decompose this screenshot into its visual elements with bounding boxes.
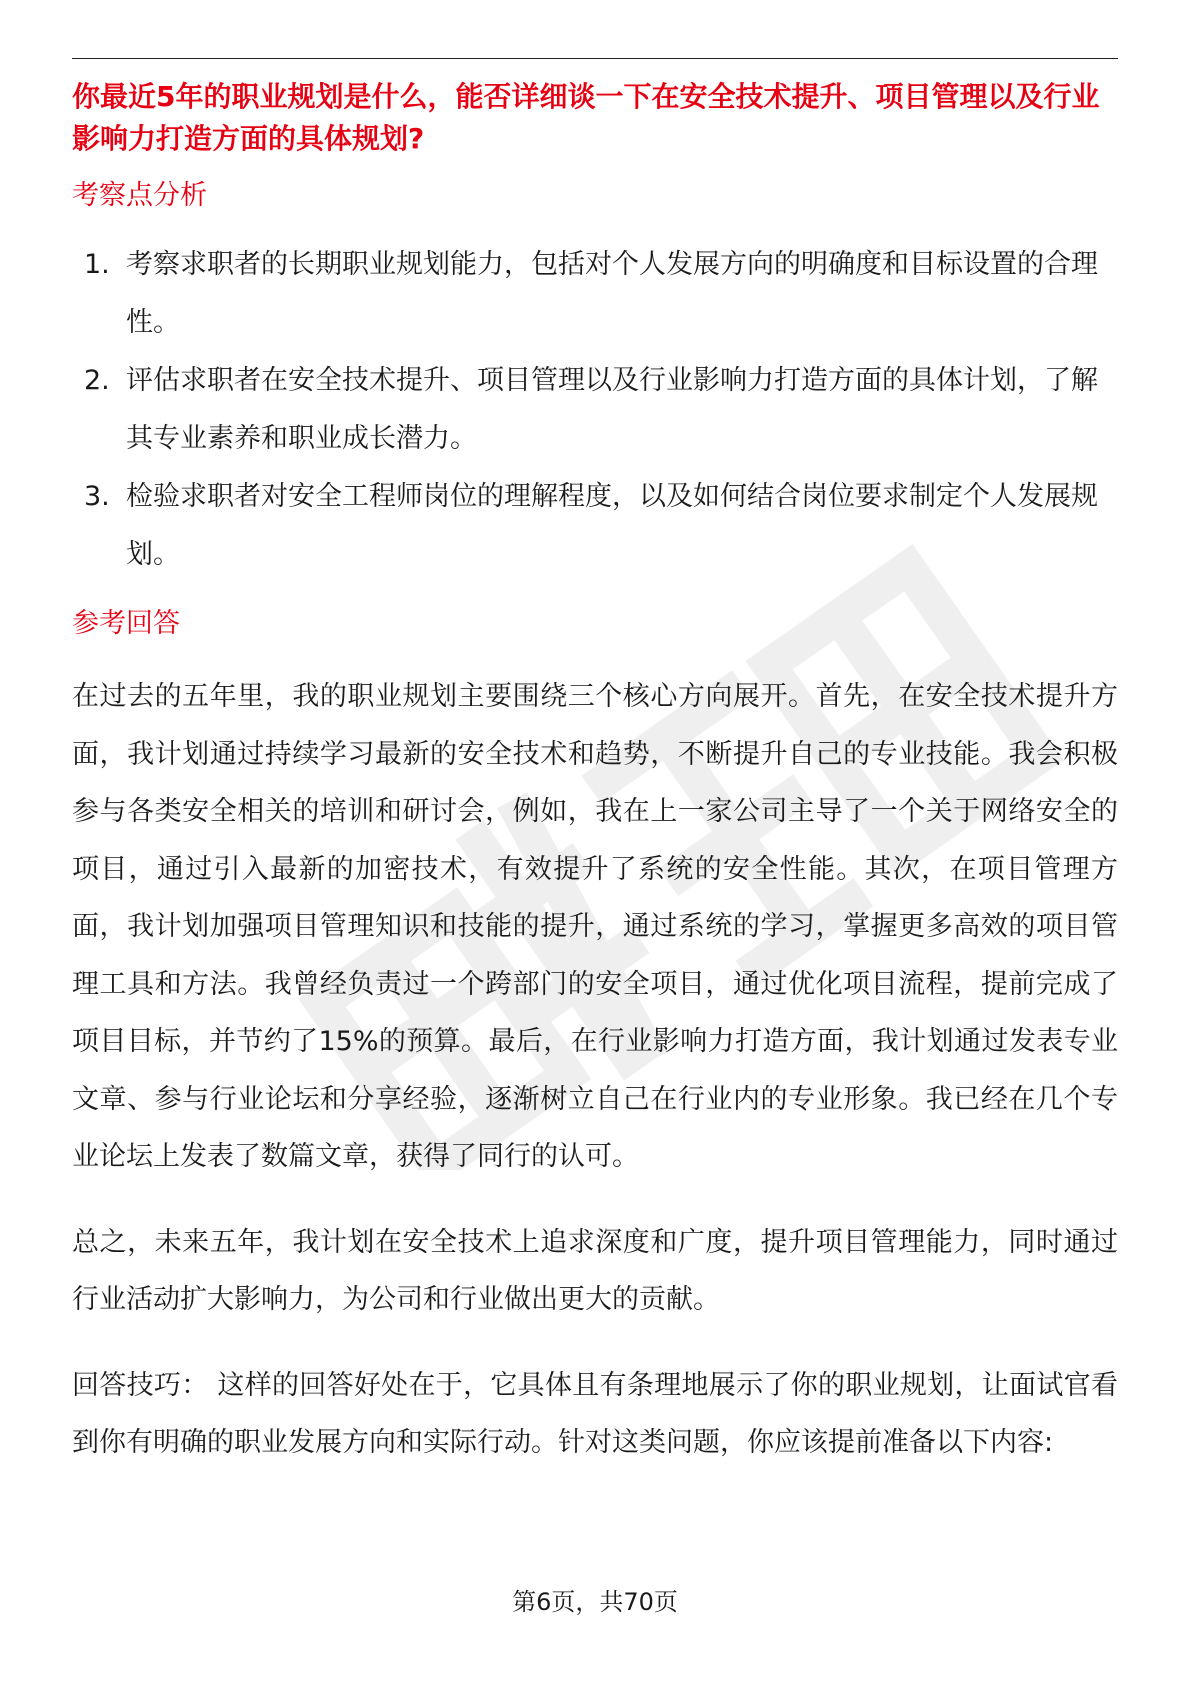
list-item <box>72 236 1118 352</box>
list-item-text: 考察求职者的长期职业规划能力，包括对个人发展方向的明确度和目标设置的合理性。 <box>126 249 1098 338</box>
list-item-text: 检验求职者对安全工程师岗位的理解程度，以及如何结合岗位要求制定个人发展规划。 <box>126 481 1098 570</box>
list-item-number: 3. <box>84 481 110 512</box>
list-item-number: 1. <box>84 249 110 280</box>
analysis-list <box>72 236 1118 584</box>
summary-paragraph: 总之，未来五年，我计划在安全技术上追求深度和广度，提升项目管理能力，同时通过行业活动扩大影响力，为公司和行业做出更大的贡献。 <box>72 1226 1118 1315</box>
page-content <box>72 76 1118 1472</box>
list-item-text: 评估求职者在安全技术提升、项目管理以及行业影响力打造方面的具体计划，了解其专业素养和职业成长潜力。 <box>126 365 1098 454</box>
list-item <box>72 468 1118 584</box>
list-item <box>72 352 1118 468</box>
question-title: 你最近5年的职业规划是什么，能否详细谈一下在安全技术提升、项目管理以及行业影响力打造方面的具体规划? <box>72 80 1100 155</box>
header-rule <box>72 58 1118 59</box>
analysis-heading: 考察点分析 <box>72 180 207 211</box>
tips-paragraph: 回答技巧： 这样的回答好处在于，它具体且有条理地展示了你的职业规划，让面试官看到你有明确的职业发展方向和实际行动。针对这类问题，你应该提前准备以下内容: <box>72 1369 1118 1458</box>
answer-paragraph: 在过去的五年里，我的职业规划主要围绕三个核心方向展开。首先，在安全技术提升方面，我计划通过持续学习最新的安全技术和趋势，不断提升自己的专业技能。我会积极参与各类安全相关的培训和研讨会，例如，我在上一家公司主导了一个关于网络安全的项目，通过引入最新的加密技术，有效提升了系统的安全性能。其次，在项目管理方面，我计划加强项目管理知识和技能的提升，通过系统的学习，掌握更多高效的项目管理工具和方法。我曾经负责过一个跨部门的安全项目，通过优化项目流程，提前完成了项目目标，并节约了15%的预算。最后，在行业影响力打造方面，我计划通过发表专业文章、参与行业论坛和分享经验，逐渐树立自己在行业内的专业形象。我已经在几个专业论坛上发表了数篇文章，获得了同行的认可。 <box>72 681 1118 1172</box>
list-item-number: 2. <box>84 365 110 396</box>
page-number: 第6页，共70页 <box>512 1588 678 1616</box>
answer-heading: 参考回答 <box>72 608 180 639</box>
